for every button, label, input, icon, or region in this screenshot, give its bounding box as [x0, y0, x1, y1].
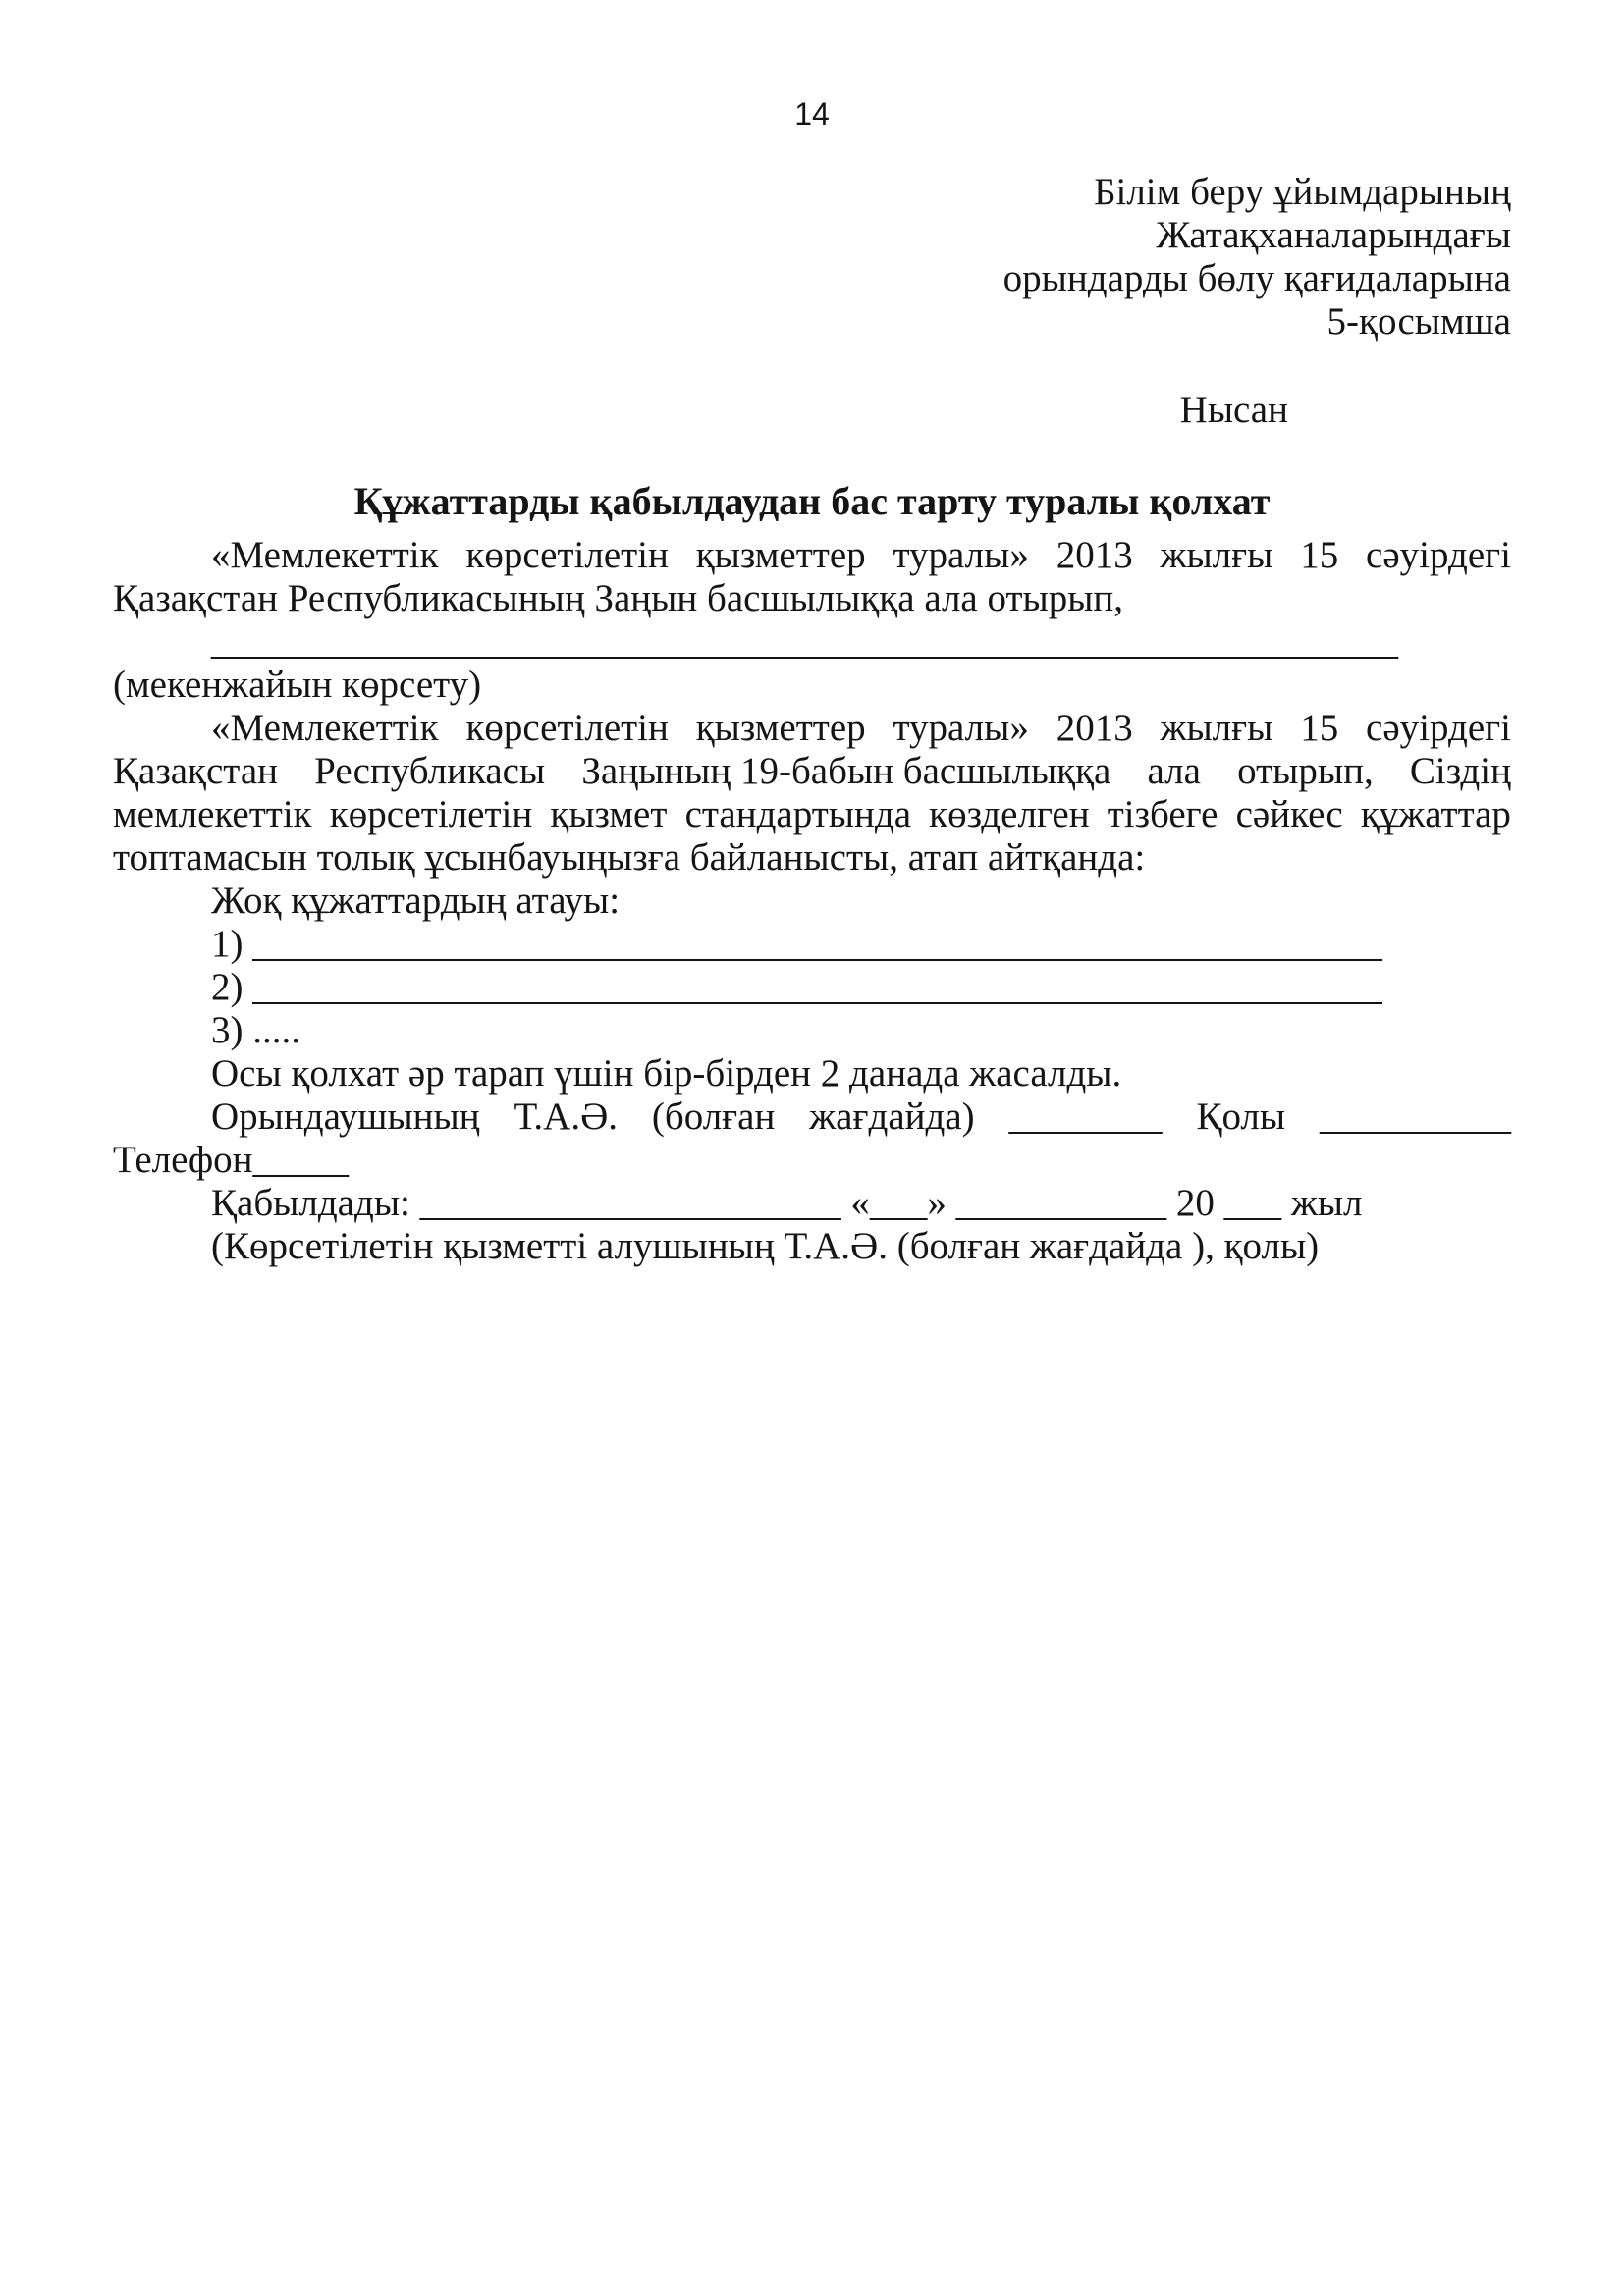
word: көзделген: [929, 793, 1090, 835]
word: жылғы: [1160, 707, 1273, 749]
address-caption: (мекенжайын көрсету): [113, 664, 482, 706]
paragraph-refusal-grounds: [113, 707, 1511, 880]
paragraph-line: [113, 534, 1511, 577]
paragraph-legal-basis: [113, 534, 1511, 707]
appendix-header-line: орындарды бөлу қағидаларына: [1002, 257, 1511, 299]
word: __________: [1320, 1095, 1511, 1138]
missing-document-item-2: 2) ___________________________________________________________: [211, 966, 1382, 1008]
missing-documents-section: [113, 880, 1511, 1052]
word: көрсетілетін: [465, 534, 669, 576]
word: 15: [1300, 534, 1339, 576]
phone-field-line: Телефон_____: [113, 1139, 350, 1181]
word: құжаттар: [1360, 793, 1511, 835]
word: Қолы: [1196, 1095, 1286, 1138]
word: қызметтер: [695, 707, 866, 749]
copies-note: Осы қолхат әр тарап үшін бір-бірден 2 данада жасалды.: [211, 1052, 1122, 1095]
word: Т.А.Ә.: [514, 1095, 618, 1138]
word: ала: [1147, 750, 1201, 792]
address-blank-field: ______________________________________________________________: [211, 620, 1398, 663]
word: (болған: [651, 1095, 776, 1138]
paragraph-line: [113, 793, 1511, 836]
word: туралы»: [893, 707, 1029, 749]
word: Орындаушының: [211, 1095, 480, 1138]
word: жылғы: [1160, 534, 1273, 576]
form-label-row: [113, 389, 1511, 432]
word: жағдайда): [809, 1095, 975, 1138]
word: қызметтер: [695, 534, 866, 576]
word: 2013: [1056, 707, 1133, 749]
word: көрсетілетін: [329, 793, 533, 835]
word: қызмет: [550, 793, 668, 835]
word: көрсетілетін: [465, 707, 669, 749]
word: Қазақстан: [113, 750, 278, 792]
missing-document-item-3: 3) .....: [211, 1009, 300, 1051]
word: «Мемлекеттік: [211, 534, 439, 576]
paragraph-line: Қазақстан Республикасының Заңын басшылыққа ала отырып,: [113, 577, 1124, 619]
document-title: Құжаттарды қабылдаудан бас тарту туралы қолхат: [353, 479, 1271, 523]
word: «Мемлекеттік: [211, 707, 439, 749]
word: туралы»: [893, 534, 1029, 576]
missing-document-item-1: 1) ___________________________________________________________: [211, 923, 1382, 965]
paragraph-line: [113, 750, 1511, 793]
appendix-header-line: Білім беру ұйымдарының: [1094, 171, 1511, 213]
word: Заңының 19-бабын басшылыққа: [581, 750, 1111, 792]
received-by-line: Қабылдады: ______________________ «___» ___________ 20 ___ жыл: [211, 1182, 1363, 1224]
word: мемлекеттік: [113, 793, 312, 835]
word: Сіздің: [1409, 750, 1511, 792]
page-number: 14: [794, 96, 830, 132]
paragraph-line: [113, 707, 1511, 750]
word: 15: [1300, 707, 1339, 749]
word: сәйкес: [1235, 793, 1343, 835]
appendix-header: [113, 171, 1511, 344]
received-by-caption: (Көрсетілетін қызметті алушының Т.А.Ә. (болған жағдайда ), қолы): [211, 1225, 1320, 1267]
form-label: Нысан: [1179, 389, 1288, 431]
word: Республикасы: [314, 750, 546, 792]
word: ________: [1008, 1095, 1163, 1138]
word: сәуірдегі: [1366, 534, 1511, 576]
missing-documents-label: Жоқ құжаттардың атауы:: [211, 880, 621, 922]
appendix-header-line: Жатақханаларындағы: [1156, 214, 1511, 256]
word: отырып,: [1237, 750, 1374, 792]
word: тізбеге: [1107, 793, 1218, 835]
word: 2013: [1056, 534, 1133, 576]
appendix-header-line: 5-қосымша: [1326, 300, 1511, 343]
paragraph-line: топтамасын толық ұсынбауыңызға байланысты, атап айтқанда:: [113, 836, 1146, 879]
word: стандартында: [684, 793, 911, 835]
executor-signature-line: [113, 1095, 1511, 1139]
word: сәуірдегі: [1366, 707, 1511, 749]
